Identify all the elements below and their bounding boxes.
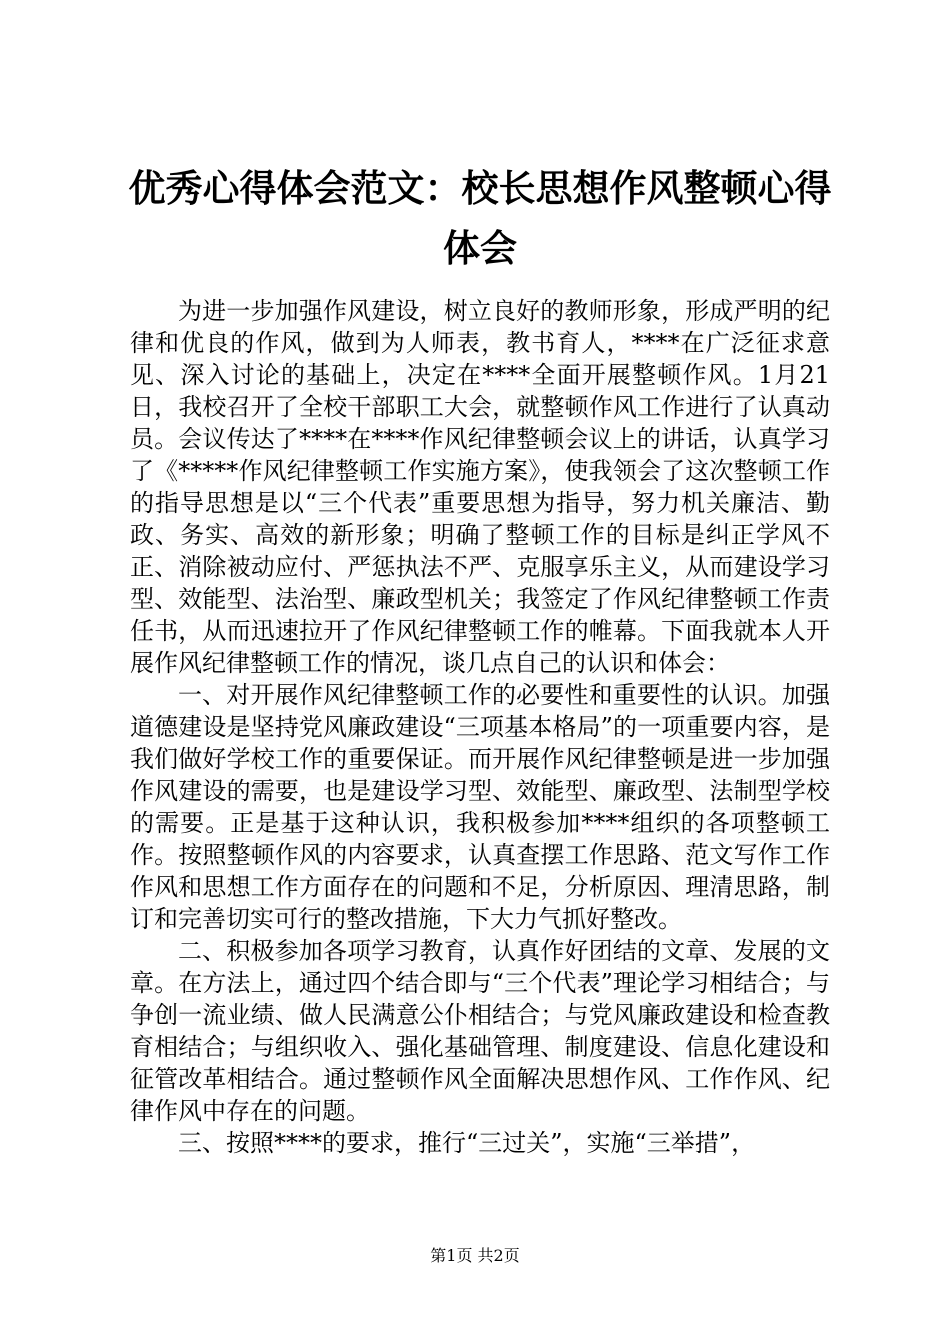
body-paragraph: 为进一步加强作风建设，树立良好的教师形象，形成严明的纪律和优良的作风，做到为人师表，教书育人，****在广泛征求意见、深入讨论的基础上，决定在****全面开展整顿作风。1月21日，我校召开了全校干部职工大会，就整顿作风工作进行了认真动员。会议传达了****在****作风纪律整顿会议上的讲话，认真学习了《*****作风纪律整顿工作实施方案》，使我领会了这次整顿工作的指导思想是以“三个代表”重要思想为指导，努力机关廉洁、勤政、务实、高效的新形象；明确了整顿工作的目标是纠正学风不正、消除被动应付、严惩执法不严、克服享乐主义，从而建设学习型、效能型、法治型、廉政型机关；我签定了作风纪律整顿工作责任书，从而迅速拉开了作风纪律整顿工作的帷幕。下面我就本人开展作风纪律整顿工作的情况，谈几点自己的认识和体会： xyxy=(130,297,830,677)
body-paragraph: 一、对开展作风纪律整顿工作的必要性和重要性的认识。加强道德建设是坚持党风廉政建设“三项基本格局”的一项重要内容，是我们做好学校工作的重要保证。而开展作风纪律整顿是进一步加强作风建设的需要，也是建设学习型、效能型、廉政型、法制型学校的需要。正是基于这种认识，我积极参加****组织的各项整顿工作。按照整顿作风的内容要求，认真查摆工作思路、范文写作工作作风和思想工作方面存在的问题和不足，分析原因、理清思路，制订和完善切实可行的整改措施，下大力气抓好整改。 xyxy=(130,681,830,933)
body-paragraph: 三、按照****的要求，推行“三过关”，实施“三举措”， xyxy=(178,1129,756,1157)
document-title: 优秀心得体会范文：校长思想作风整顿心得体会 xyxy=(128,166,832,270)
page-footer: 第1页 共2页 xyxy=(430,1246,520,1265)
body-paragraph: 二、积极参加各项学习教育，认真作好团结的文章、发展的文章。在方法上，通过四个结合即与“三个代表”理论学习相结合；与争创一流业绩、做人民满意公仆相结合；与党风廉政建设和检查教育相结合；与组织收入、强化基础管理、制度建设、信息化建设和征管改革相结合。通过整顿作风全面解决思想作风、工作作风、纪律作风中存在的问题。 xyxy=(130,937,830,1125)
document-body xyxy=(130,295,830,1159)
